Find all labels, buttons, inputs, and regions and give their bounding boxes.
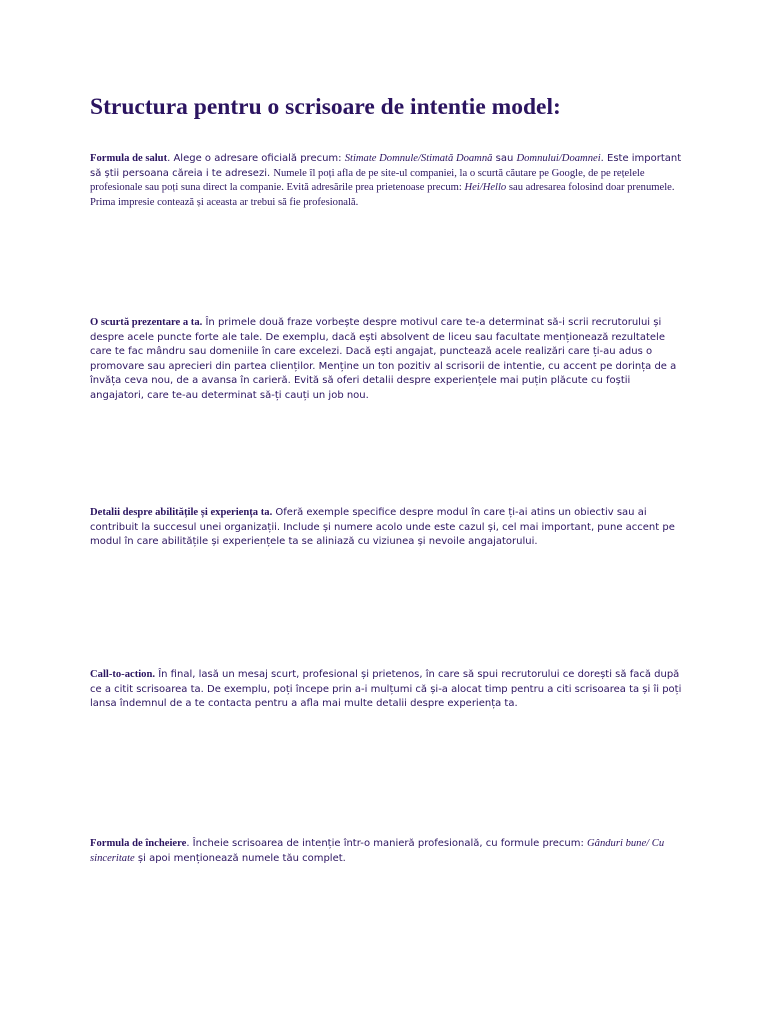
section-text: . Încheie scrisoarea de intenție într-o manieră profesională, cu formule precum:	[186, 838, 588, 849]
page-title: Structura pentru o scrisoare de intentie model:	[90, 94, 561, 120]
section-lead: O scurtă prezentare a ta.	[90, 317, 203, 328]
section-italic: Domnului/Doamnei	[516, 153, 601, 164]
section-italic: Stimate Domnule/Stimată Doamnă	[344, 153, 493, 164]
section-closing	[90, 837, 685, 866]
section-lead: Detalii despre abilitățile și experiența ta.	[90, 507, 273, 518]
section-call-to-action	[90, 668, 685, 712]
section-skills	[90, 506, 685, 550]
section-text: . Este important să știi persoana căreia i te adresezi.	[90, 153, 682, 179]
section-italic: Gânduri bune/ Cu sinceritate	[90, 838, 665, 864]
section-italic: Hei/Hello	[464, 182, 507, 193]
section-greeting	[90, 152, 685, 210]
section-lead: Call-to-action.	[90, 669, 156, 680]
section-text: În primele două fraze vorbește despre motivul care te-a determinat să-i scrii recrutorului și despre acele puncte forte ale tale. De exemplu, dacă ești absolvent de liceu sau facultate menționează rezultatele care te fac mândru sau domeniile în care excelezi. Dacă ești angajat, punctează acele realizări care ți-au adus o promovare sau aprecieri din partea clienților. Menține un ton pozitiv al scrisorii de intentie, cu accent pe dorința de a învăța ceva nou, de a avansa în carieră. Evită să oferi detalii despre experiențele mai puțin plăcute cu foștii angajatori, care te-au determinat să-ți cauți un job nou.	[90, 317, 677, 401]
section-lead: Formula de salut	[90, 153, 168, 164]
section-introduction	[90, 316, 685, 403]
section-lead: Formula de încheiere	[90, 838, 187, 849]
section-text: . Alege o adresare oficială precum:	[167, 153, 345, 164]
section-text: sau adresarea folosind doar prenumele. Prima impresie contează și aceasta ar trebui să fie profesională.	[90, 182, 675, 208]
section-text: Numele îl poți afla de pe site-ul companiei, la o scurtă căutare pe Google, de pe rețelele profesionale sau poți suna direct la companie. Evită adresările prea prietenoase precum:	[90, 167, 645, 193]
section-text: și apoi menționează numele tău complet.	[134, 852, 346, 864]
section-text: În final, lasă un mesaj scurt, profesional și prietenos, în care să spui recrutorului ce dorești să facă după ce a citit scrisoarea ta. De exemplu, poți începe prin a-i mulțumi că și-a alocat timp pentru a citi scrisoarea ta și îi poți lansa îndemnul de a te contacta pentru a afla mai multe detalii despre experiența ta.	[90, 669, 682, 709]
section-text: Oferă exemple specifice despre modul în care ți-ai atins un obiectiv sau ai contribuit la succesul unei organizații. Include și numere acolo unde este cazul și, cel mai important, pune accent pe modul în care abilitățile și experiențele ta se aliniază cu viziunea și nevoile angajatorului.	[90, 507, 675, 547]
section-text: sau	[492, 153, 517, 164]
